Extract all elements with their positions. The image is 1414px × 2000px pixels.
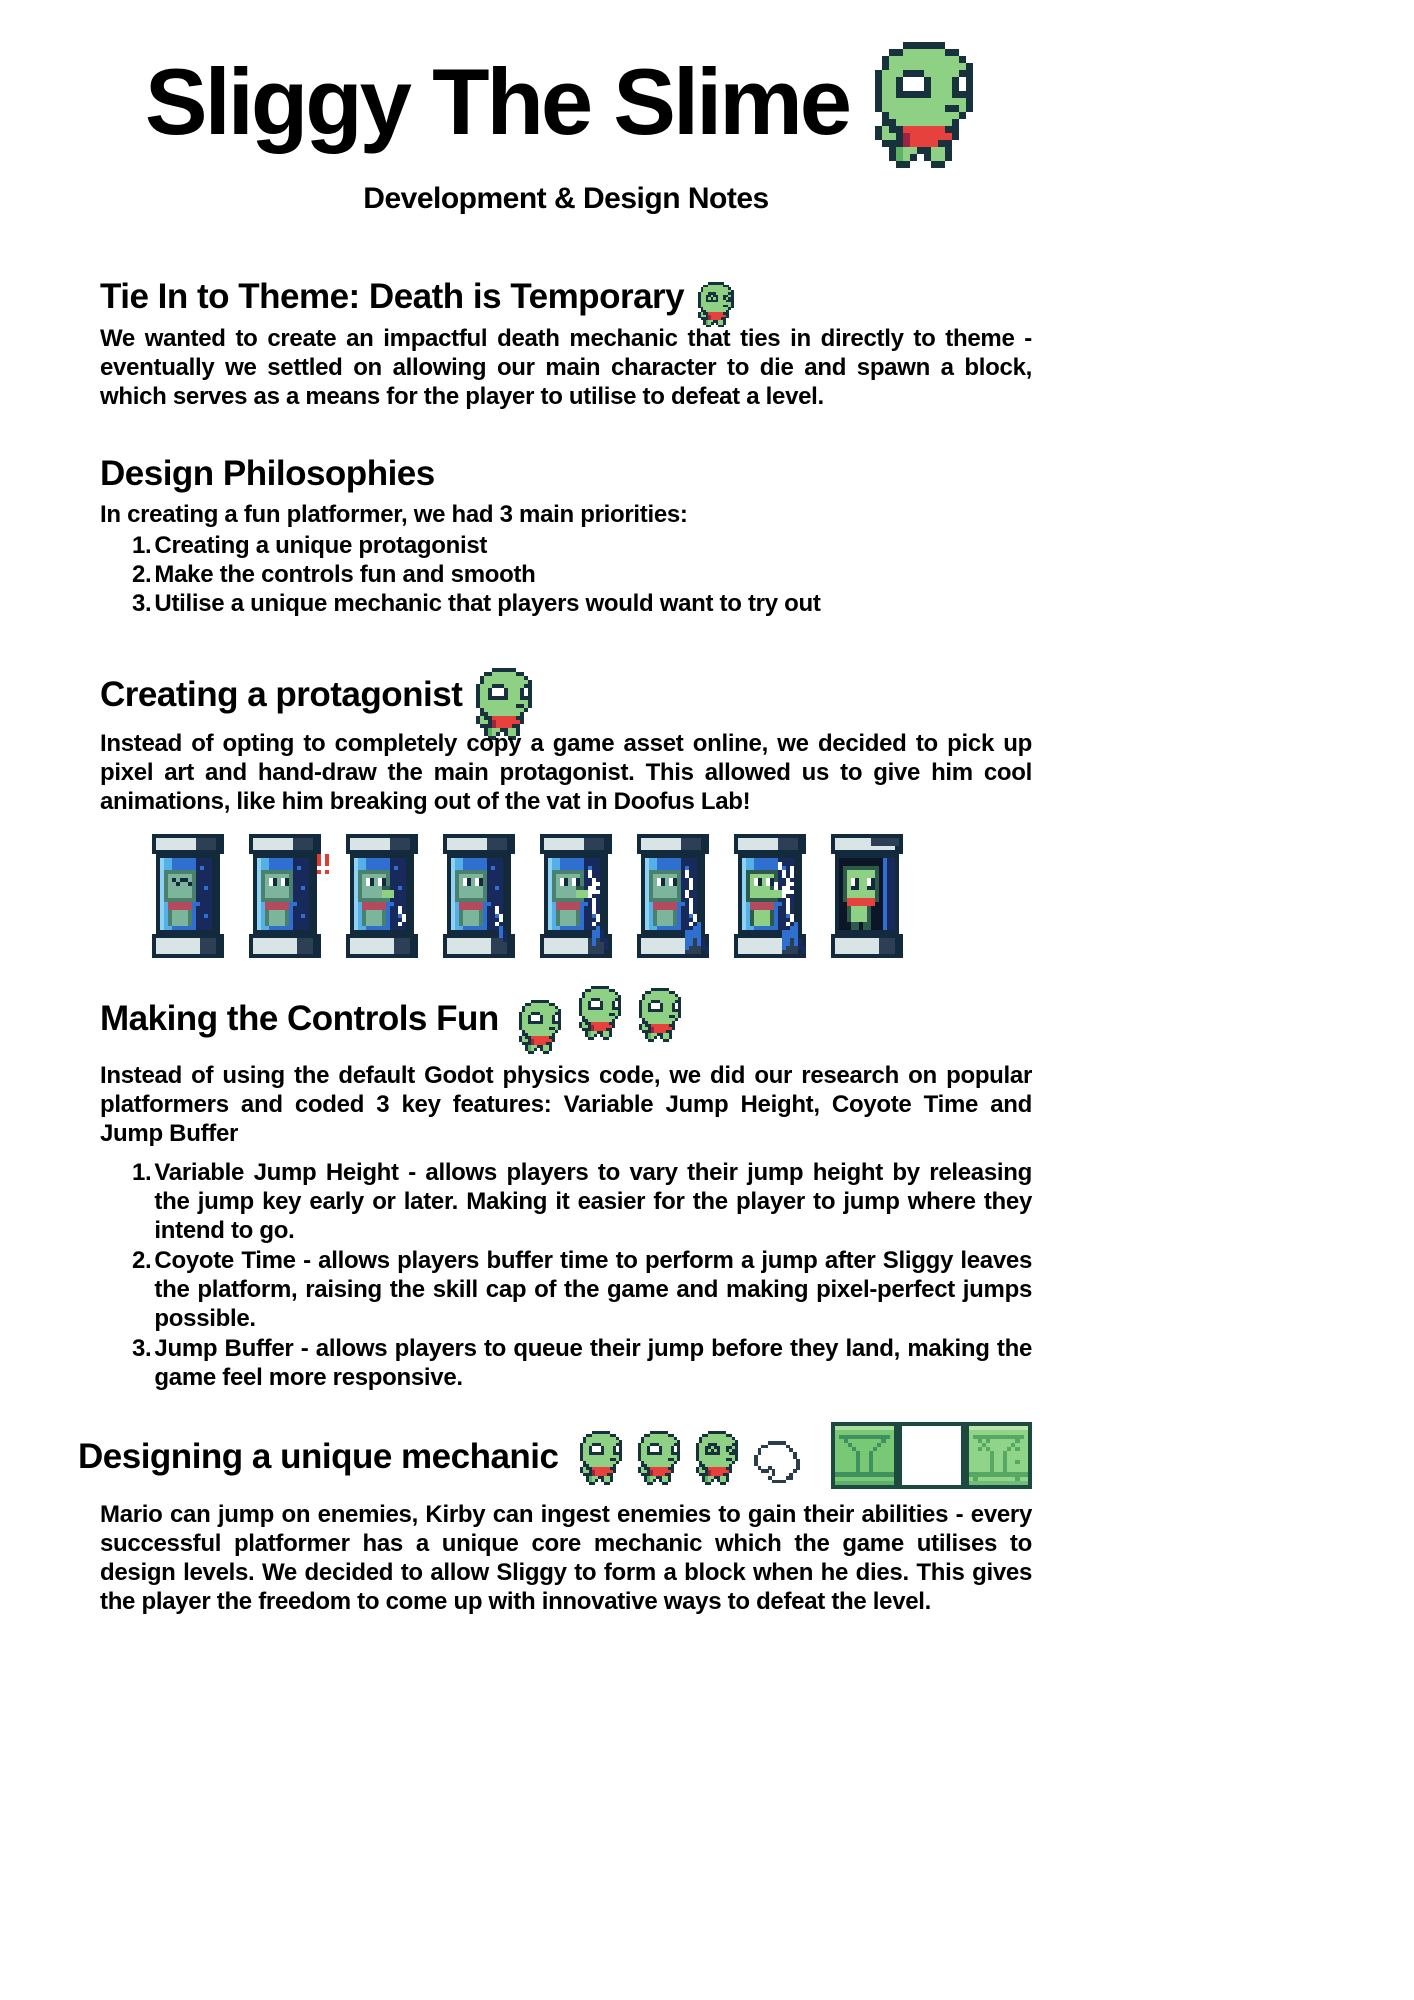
vat-frame-icon bbox=[435, 834, 523, 958]
list-item-number: 2. bbox=[132, 561, 152, 588]
textured-block-icon bbox=[965, 1422, 1032, 1489]
list-item-text: Jump Buffer - allows players to queue their jump before they land, making the game feel more responsive. bbox=[154, 1335, 1032, 1391]
philosophies-list bbox=[100, 531, 1032, 618]
green-block-icon bbox=[831, 1422, 898, 1489]
slime-icon bbox=[519, 1000, 567, 1054]
empty-block-icon bbox=[898, 1422, 965, 1489]
death-sequence-sprites bbox=[580, 1431, 803, 1485]
section-controls-paragraph: Instead of using the default Godot physics code, we did our research on popular platformers and coded 3 key features: Variable Jump Height, Coyote Time and Jump Buffer bbox=[100, 1062, 1032, 1147]
vat-animation-frames bbox=[144, 834, 1032, 958]
vat-frame-icon bbox=[144, 834, 232, 958]
list-item-text: Make the controls fun and smooth bbox=[154, 561, 536, 588]
ghost-icon bbox=[754, 1441, 803, 1483]
list-item-text: Coyote Time - allows players buffer time to perform a jump after Sliggy leaves the platform, raising the skill cap of the game and making pixel-perfect jumps possible. bbox=[154, 1247, 1032, 1332]
page-title: Sliggy The Slime bbox=[144, 49, 850, 154]
list-item bbox=[100, 1246, 1032, 1333]
section-protagonist-paragraph: Instead of opting to completely copy a game asset online, we decided to pick up pixel art and hand-draw the main protagonist. This allowed us to give him cool animations, like him breaking out of the vat in Doofus Lab! bbox=[100, 730, 1032, 815]
vat-frame-icon bbox=[338, 834, 426, 958]
document-header bbox=[100, 0, 1032, 168]
vat-frame-icon bbox=[532, 834, 620, 958]
slime-icon bbox=[639, 988, 687, 1042]
list-item-number: 3. bbox=[132, 590, 152, 617]
section-mechanic-heading-row bbox=[78, 1422, 1032, 1493]
list-item-text: Variable Jump Height - allows players to vary their jump height by releasing the jump key early or later. Making it easier for the player to jump where they intend to go. bbox=[154, 1159, 1032, 1244]
section-philosophies-intro: In creating a fun platformer, we had 3 main priorities: bbox=[100, 501, 688, 528]
vat-frame-icon bbox=[726, 834, 814, 958]
controls-list bbox=[100, 1158, 1032, 1392]
sliggy-mascot-icon bbox=[875, 42, 987, 168]
document-content bbox=[78, 0, 1032, 1616]
dead-slime-icon bbox=[698, 282, 738, 327]
list-item-number: 2. bbox=[132, 1247, 152, 1274]
slime-icon bbox=[638, 1431, 686, 1485]
list-item-text: Creating a unique protagonist bbox=[154, 532, 488, 559]
section-controls bbox=[100, 984, 1032, 1392]
list-item bbox=[100, 531, 1032, 560]
section-controls-heading-row bbox=[100, 984, 1032, 1054]
list-item-number: 1. bbox=[132, 532, 152, 559]
block-tiles bbox=[831, 1422, 1032, 1489]
section-philosophies bbox=[100, 455, 1032, 619]
section-mechanic-heading: Designing a unique mechanic bbox=[78, 1437, 559, 1477]
section-protagonist-heading-row bbox=[100, 668, 1032, 722]
section-controls-heading: Making the Controls Fun bbox=[100, 998, 499, 1038]
section-theme-paragraph: We wanted to create an impactful death mechanic that ties in directly to theme - eventually we settled on allowing our main character to die and spawn a block, which serves as a means for the player to utilise to defeat a level. bbox=[100, 324, 1032, 410]
list-item bbox=[100, 560, 1032, 589]
section-protagonist bbox=[100, 668, 1032, 958]
vat-frame-icon bbox=[629, 834, 717, 958]
vat-broken-icon bbox=[823, 834, 911, 958]
slime-walk-sprites bbox=[519, 984, 687, 1054]
vat-frame-icon bbox=[241, 834, 329, 958]
list-item-number: 1. bbox=[132, 1159, 152, 1186]
section-theme-heading: Tie In to Theme: Death is Temporary bbox=[100, 277, 685, 316]
section-mechanic-paragraph: Mario can jump on enemies, Kirby can ingest enemies to gain their abilities - every successful platformer has a unique core mechanic which the game utilises to design levels. We decided to allow Sliggy to form a block when he dies. This gives the player the freedom to come up with innovative ways to defeat the level. bbox=[100, 1501, 1032, 1615]
page-subtitle: Development & Design Notes bbox=[363, 182, 769, 215]
slime-icon bbox=[579, 986, 627, 1040]
list-item bbox=[100, 1158, 1032, 1245]
section-theme-heading-row bbox=[100, 278, 1032, 317]
section-theme bbox=[100, 278, 1032, 411]
list-item-text: Utilise a unique mechanic that players would want to try out bbox=[154, 590, 821, 617]
section-philosophies-heading: Design Philosophies bbox=[100, 453, 435, 493]
list-item bbox=[100, 589, 1032, 618]
slime-icon bbox=[580, 1431, 628, 1485]
list-item bbox=[100, 1334, 1032, 1392]
dead-slime-icon bbox=[696, 1431, 744, 1485]
list-item-number: 3. bbox=[132, 1335, 152, 1362]
section-protagonist-heading: Creating a protagonist bbox=[100, 674, 463, 714]
section-mechanic bbox=[78, 1422, 1032, 1616]
